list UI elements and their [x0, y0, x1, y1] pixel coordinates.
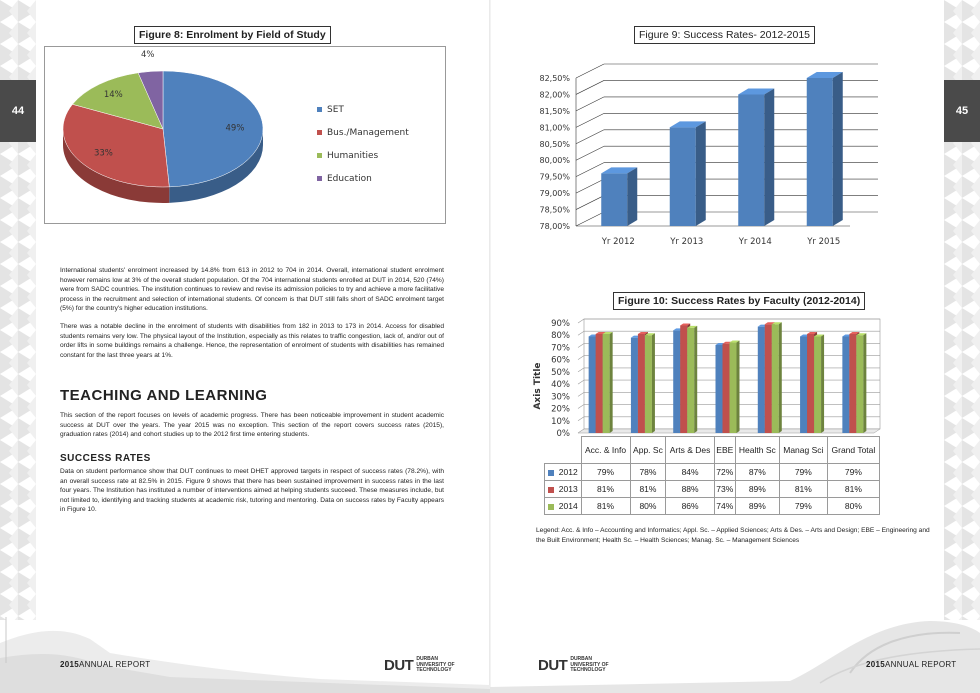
fig10-bar-2012-2	[673, 330, 680, 433]
fig10-table-cell-2014-6: 80%	[827, 498, 879, 515]
fig9-ytick-9: 82,50%	[539, 74, 570, 83]
fig9-grid-side-3	[576, 163, 604, 177]
fig9-xtick-3: Yr 2015	[807, 237, 841, 247]
fig9-grid-side-2	[576, 179, 604, 193]
fig10-table-cell-2012-5: 79%	[779, 464, 827, 481]
pie-pct-label-3: 4%	[140, 49, 155, 60]
fig10-table-cell-2013-3: 73%	[714, 481, 735, 498]
fig10-bar-2013-6	[849, 334, 856, 433]
footer-report-label-right	[866, 660, 956, 669]
fig9-bar-side-0	[627, 167, 637, 226]
figure8-frame	[44, 46, 446, 224]
fig10-table-cell-2014-5: 79%	[779, 498, 827, 515]
fig10-table-cell-2012-4: 87%	[735, 464, 779, 481]
fig9-ytick-1: 78,50%	[539, 205, 570, 215]
fig9-grid-side-7	[576, 97, 604, 111]
fig9-xtick-1: Yr 2013	[670, 237, 704, 247]
pie-legend-label-1: Bus./Management	[327, 128, 409, 138]
dut-logo-mark-right: DUT	[538, 657, 568, 674]
fig10-ytick-4: 40%	[551, 380, 570, 391]
fig10-table-header-5: Manag Sci	[779, 437, 827, 464]
figure10-legend-note: Legend: Acc. & Info – Accounting and Informatics; Appl. Sc. – Applied Sciences; Arts & Des. – Arts and Design; EBE – Engineering and the Built Environment; Health Sc. – Health Sciences; Manag. Sc. – Management Sciences	[536, 527, 930, 544]
fig9-ytick-2: 79,00%	[539, 189, 570, 199]
dut-logo-words-left: DURBAN UNIVERSITY OF TECHNOLOGY	[416, 656, 455, 674]
fig10-ytick-7: 70%	[551, 343, 570, 354]
fig10-table-cell-2013-1: 81%	[630, 481, 666, 498]
fig10-ytick-2: 20%	[551, 404, 570, 415]
fig9-grid-side-1	[576, 196, 604, 210]
fig10-bar-2014-3	[730, 343, 737, 433]
fig10-bar-2013-2	[680, 325, 687, 433]
footer-report-right: ANNUAL REPORT	[885, 660, 957, 669]
footer-year-right: 2015	[866, 660, 885, 669]
fig10-ytick-9: 90%	[551, 319, 570, 329]
fig10-bar-2013-4	[765, 324, 772, 433]
fig10-table-cell-2013-5: 81%	[779, 481, 827, 498]
fig9-ytick-0: 78,00%	[539, 222, 570, 231]
fig9-grid-side-5	[576, 130, 604, 144]
paragraph-success-rates: Data on student performance show that DUT continues to meet DHET approved targets in respect of success rates (78.2%), with an overall success rate at 82.5% in 2015. Figure 9 shows that there has been sustained improvement in success rates in the last four years. The Institution has instituted a number of interventions aimed at helping students succeed. These measures include, but not limited to, identifying and tracking students at academic risk, tutoring and mentoring. Data on success rates by Faculty appears in Figure 10.	[60, 468, 444, 514]
paragraph-disabilities: There was a notable decline in the enrolment of students with disabilities from 182 in 2013 to 173 in 2014. Access for disabled students remains very low. The physical layout of the Institution, especially as this relates to traffic congestion, lack of, and/or out of order lifts in some buildings remains a challenge. Hence, the representation of enrolment of students with disabilities has remained constant for the last three years at 1%.	[60, 323, 444, 359]
fig10-table-row	[545, 464, 880, 481]
fig10-bar-2012-5	[800, 336, 807, 433]
fig9-bar-0	[601, 173, 627, 226]
fig9-ytick-6: 81,00%	[539, 123, 570, 133]
page-number-right: 45	[944, 80, 980, 142]
fig10-table-cell-2014-3: 74%	[714, 498, 735, 515]
dut-logo-words-right: DURBAN UNIVERSITY OF TECHNOLOGY	[570, 656, 609, 674]
dut-logo-right	[538, 657, 609, 674]
fig10-axis-title: Axis Title	[533, 362, 543, 410]
fig10-bar-2014-4	[772, 324, 779, 433]
footer-stadium-right	[490, 603, 980, 693]
footer-report-label-left	[60, 660, 150, 669]
fig9-bar-side-2	[764, 88, 774, 226]
pie-pct-label-2: 14%	[103, 90, 123, 101]
fig10-table-header-6: Grand Total	[827, 437, 879, 464]
fig10-bar-2013-3	[723, 344, 730, 433]
figure10-data-table	[544, 436, 880, 515]
footer-skyline-left	[0, 603, 490, 693]
fig9-bar-side-3	[833, 72, 843, 226]
figure10-bar-chart	[526, 315, 886, 437]
pie-legend-label-2: Humanities	[327, 151, 379, 161]
fig10-bar-2013-0	[596, 334, 603, 433]
fig9-grid-side-6	[576, 113, 604, 127]
fig9-grid-side-4	[576, 146, 604, 160]
figure8-caption: Figure 8: Enrolment by Field of Study	[134, 26, 331, 44]
fig10-bar-2012-6	[842, 336, 849, 433]
heading-success-rates: SUCCESS RATES	[60, 453, 151, 464]
figure9-caption: Figure 9: Success Rates- 2012-2015	[634, 26, 815, 44]
fig10-table-header-1: App. Sc	[630, 437, 666, 464]
fig9-bar-1	[670, 127, 696, 226]
fig10-table-header-3: EBE	[714, 437, 735, 464]
fig9-bar-side-1	[696, 121, 706, 226]
fig10-bar-2013-1	[638, 334, 645, 433]
fig9-xtick-2: Yr 2014	[738, 237, 772, 247]
fig9-xtick-0: Yr 2012	[601, 237, 635, 247]
fig9-ytick-8: 82,00%	[539, 90, 570, 100]
fig10-table-row	[545, 498, 880, 515]
fig10-table-cell-2014-2: 86%	[666, 498, 714, 515]
fig9-grid-side-0	[576, 212, 604, 226]
fig9-ytick-4: 80,00%	[539, 156, 570, 166]
fig10-table-series-2013: 2013	[545, 481, 582, 498]
pie-legend-swatch-2	[317, 153, 322, 158]
paragraph-teaching: This section of the report focuses on levels of academic progress. There has been noticeable improvement in student academic success at DUT over the years. The year 2015 was no exception. This section of the report covers success rates (2015), graduation rates (2014) and cohort studies up to the 2012 first time entering students.	[60, 412, 444, 439]
fig10-bar-2014-6	[856, 335, 863, 433]
fig10-table-header-2: Arts & Des	[666, 437, 714, 464]
fig10-table-cell-2013-2: 88%	[666, 481, 714, 498]
fig10-ytick-3: 30%	[551, 392, 570, 403]
fig10-bar-2012-1	[631, 338, 638, 433]
figure9-bar-chart	[526, 46, 886, 250]
fig10-ytick-6: 60%	[551, 355, 570, 366]
pie-legend-swatch-3	[317, 176, 322, 181]
footer-report-left: ANNUAL REPORT	[79, 660, 151, 669]
fig10-table-cell-2013-4: 89%	[735, 481, 779, 498]
fig10-bar-2014-0	[603, 334, 610, 433]
fig10-table-cell-2012-6: 79%	[827, 464, 879, 481]
paragraph-international: International students' enrolment increased by 14.8% from 613 in 2012 to 704 in 2014. Overall, international student enrolment however remains low at 3% of the overall student population. Of the 704 international students enrolled at DUT in 2014, 520 (74%) were from SADC countries. The institution continues to review and revise its admission policies to try and achieve a more facilitative process in the recruitment and selection of international students. Of concern is that DUT still falls short of SADC enrolment target (5%) for the country's higher education institutions.	[60, 267, 444, 313]
fig10-table-cell-2014-4: 89%	[735, 498, 779, 515]
fig10-table-cell-2014-1: 80%	[630, 498, 666, 515]
fig10-bar-2012-4	[758, 327, 765, 433]
pie-pct-label-1: 33%	[93, 148, 113, 159]
fig10-table-header-4: Health Sc	[735, 437, 779, 464]
fig10-ytick-8: 80%	[551, 331, 570, 342]
fig10-table-cell-2012-1: 78%	[630, 464, 666, 481]
fig9-ytick-3: 79,50%	[539, 172, 570, 182]
fig10-ytick-0: 0%	[556, 429, 570, 437]
fig9-ytick-5: 80,50%	[539, 139, 570, 149]
fig10-table-cell-2012-3: 72%	[714, 464, 735, 481]
page-number-left: 44	[0, 80, 36, 142]
fig10-table-row	[545, 481, 880, 498]
fig10-ytick-5: 50%	[551, 367, 570, 378]
dut-logo-mark-left: DUT	[384, 657, 414, 674]
fig10-table-cell-2012-2: 84%	[666, 464, 714, 481]
fig9-ytick-7: 81,50%	[539, 106, 570, 116]
fig10-table-header-0: Acc. & Info	[581, 437, 630, 464]
pie-legend-label-3: Education	[327, 174, 372, 184]
fig10-table-cell-2014-0: 81%	[581, 498, 630, 515]
fig10-bar-2014-5	[814, 336, 821, 433]
spread-gutter	[489, 0, 491, 693]
pie-legend-swatch-1	[317, 130, 322, 135]
pie-legend-swatch-0	[317, 107, 322, 112]
fig10-bar-2012-0	[589, 336, 596, 433]
figure10-caption: Figure 10: Success Rates by Faculty (2012-2014)	[613, 292, 865, 310]
fig10-bar-2014-1	[645, 335, 652, 433]
fig9-bar-2	[738, 94, 764, 226]
dut-logo-left	[384, 657, 455, 674]
fig10-table-cell-2012-0: 79%	[581, 464, 630, 481]
fig9-bar-3	[807, 78, 833, 226]
fig10-ytick-1: 10%	[551, 416, 570, 427]
fig10-bar-2014-2	[687, 328, 694, 433]
fig10-bar-2013-5	[807, 334, 814, 433]
fig10-table-cell-2013-0: 81%	[581, 481, 630, 498]
fig9-grid-side-9	[576, 64, 604, 78]
footer-year-left: 2015	[60, 660, 79, 669]
pie-pct-label-0: 49%	[225, 123, 245, 134]
fig10-table-cell-2013-6: 81%	[827, 481, 879, 498]
pie-legend-label-0: SET	[327, 105, 344, 115]
fig10-table-series-2012: 2012	[545, 464, 582, 481]
fig10-bar-2012-3	[716, 345, 723, 433]
heading-teaching-and-learning: TEACHING AND LEARNING	[60, 387, 268, 404]
fig9-grid-side-8	[576, 80, 604, 94]
fig10-table-series-2014: 2014	[545, 498, 582, 515]
figure8-pie-chart	[45, 47, 445, 223]
